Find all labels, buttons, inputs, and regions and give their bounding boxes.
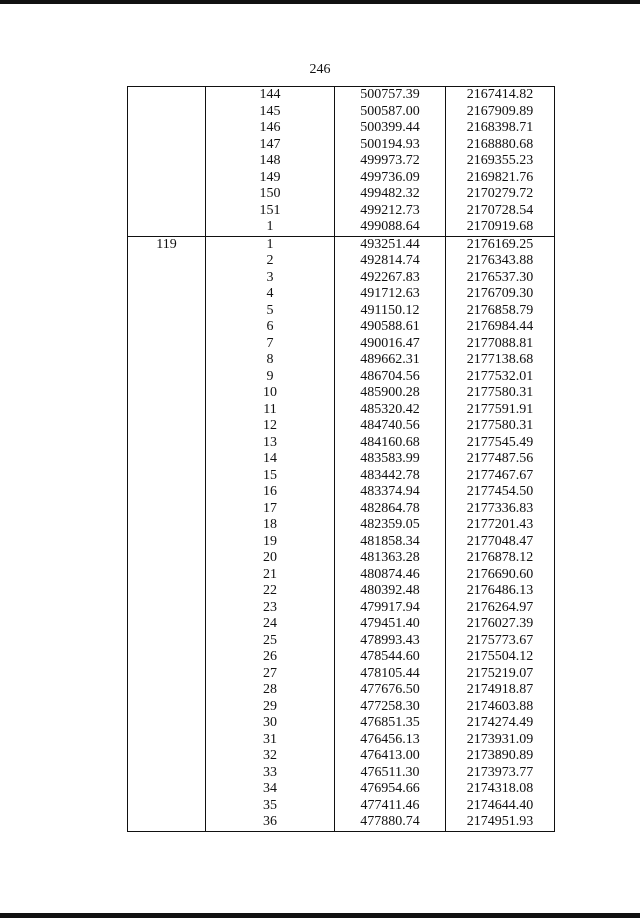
point-number-cell: 20 xyxy=(206,550,335,567)
table-row xyxy=(128,385,555,402)
y-coordinate-cell: 2167414.82 xyxy=(446,87,555,104)
x-coordinate-cell: 485900.28 xyxy=(335,385,446,402)
parcel-cell xyxy=(128,765,206,782)
point-number-cell: 24 xyxy=(206,616,335,633)
x-coordinate-cell: 500399.44 xyxy=(335,120,446,137)
table-row xyxy=(128,715,555,732)
parcel-cell xyxy=(128,170,206,187)
table-row xyxy=(128,484,555,501)
table-row xyxy=(128,451,555,468)
x-coordinate-cell: 500757.39 xyxy=(335,87,446,104)
table-row xyxy=(128,369,555,386)
x-coordinate-cell: 483374.94 xyxy=(335,484,446,501)
x-coordinate-cell: 500587.00 xyxy=(335,104,446,121)
y-coordinate-cell: 2169821.76 xyxy=(446,170,555,187)
y-coordinate-cell: 2176169.25 xyxy=(446,236,555,253)
point-number-cell: 28 xyxy=(206,682,335,699)
point-number-cell: 22 xyxy=(206,583,335,600)
point-number-cell: 7 xyxy=(206,336,335,353)
table-row xyxy=(128,649,555,666)
table-row xyxy=(128,120,555,137)
parcel-cell xyxy=(128,203,206,220)
table-row xyxy=(128,633,555,650)
point-number-cell: 18 xyxy=(206,517,335,534)
y-coordinate-cell: 2174274.49 xyxy=(446,715,555,732)
page-number: 246 xyxy=(309,62,331,77)
x-coordinate-cell: 485320.42 xyxy=(335,402,446,419)
point-number-cell: 33 xyxy=(206,765,335,782)
table-row xyxy=(128,567,555,584)
table-row xyxy=(128,203,555,220)
y-coordinate-cell: 2177580.31 xyxy=(446,418,555,435)
point-number-cell: 30 xyxy=(206,715,335,732)
parcel-cell xyxy=(128,748,206,765)
y-coordinate-cell: 2177454.50 xyxy=(446,484,555,501)
parcel-cell xyxy=(128,104,206,121)
y-coordinate-cell: 2169355.23 xyxy=(446,153,555,170)
parcel-cell xyxy=(128,153,206,170)
x-coordinate-cell: 480392.48 xyxy=(335,583,446,600)
parcel-cell xyxy=(128,137,206,154)
y-coordinate-cell: 2170919.68 xyxy=(446,219,555,236)
table-row xyxy=(128,550,555,567)
table-row xyxy=(128,286,555,303)
point-number-cell: 1 xyxy=(206,236,335,253)
point-number-cell: 145 xyxy=(206,104,335,121)
table-row xyxy=(128,270,555,287)
y-coordinate-cell: 2176984.44 xyxy=(446,319,555,336)
parcel-cell xyxy=(128,468,206,485)
table-row xyxy=(128,748,555,765)
table-row xyxy=(128,219,555,236)
parcel-cell xyxy=(128,219,206,236)
point-number-cell: 29 xyxy=(206,699,335,716)
parcel-cell xyxy=(128,286,206,303)
point-number-cell: 19 xyxy=(206,534,335,551)
x-coordinate-cell: 479917.94 xyxy=(335,600,446,617)
point-number-cell: 1 xyxy=(206,219,335,236)
table-row xyxy=(128,699,555,716)
y-coordinate-cell: 2170279.72 xyxy=(446,186,555,203)
parcel-cell xyxy=(128,186,206,203)
table-row xyxy=(128,468,555,485)
parcel-cell xyxy=(128,666,206,683)
table-row xyxy=(128,682,555,699)
x-coordinate-cell: 499482.32 xyxy=(335,186,446,203)
point-number-cell: 32 xyxy=(206,748,335,765)
x-coordinate-cell: 491712.63 xyxy=(335,286,446,303)
scan-border-top xyxy=(0,0,640,4)
x-coordinate-cell: 477411.46 xyxy=(335,798,446,815)
x-coordinate-cell: 478105.44 xyxy=(335,666,446,683)
parcel-cell: 119 xyxy=(128,236,206,253)
x-coordinate-cell: 484160.68 xyxy=(335,435,446,452)
x-coordinate-cell: 477258.30 xyxy=(335,699,446,716)
x-coordinate-cell: 481363.28 xyxy=(335,550,446,567)
table-row xyxy=(128,583,555,600)
y-coordinate-cell: 2176486.13 xyxy=(446,583,555,600)
table-row xyxy=(128,87,555,104)
table-row xyxy=(128,600,555,617)
point-number-cell: 13 xyxy=(206,435,335,452)
x-coordinate-cell: 476413.00 xyxy=(335,748,446,765)
point-number-cell: 23 xyxy=(206,600,335,617)
y-coordinate-cell: 2176690.60 xyxy=(446,567,555,584)
parcel-cell xyxy=(128,352,206,369)
point-number-cell: 21 xyxy=(206,567,335,584)
table-row xyxy=(128,319,555,336)
point-number-cell: 16 xyxy=(206,484,335,501)
point-number-cell: 6 xyxy=(206,319,335,336)
parcel-cell xyxy=(128,369,206,386)
table-row xyxy=(128,418,555,435)
parcel-cell xyxy=(128,253,206,270)
point-number-cell: 27 xyxy=(206,666,335,683)
parcel-cell xyxy=(128,616,206,633)
point-number-cell: 2 xyxy=(206,253,335,270)
x-coordinate-cell: 486704.56 xyxy=(335,369,446,386)
table-row xyxy=(128,616,555,633)
parcel-cell xyxy=(128,814,206,831)
table-row xyxy=(128,765,555,782)
table-row xyxy=(128,732,555,749)
y-coordinate-cell: 2177201.43 xyxy=(446,517,555,534)
parcel-cell xyxy=(128,270,206,287)
parcel-cell xyxy=(128,550,206,567)
parcel-cell xyxy=(128,435,206,452)
y-coordinate-cell: 2168880.68 xyxy=(446,137,555,154)
parcel-cell xyxy=(128,120,206,137)
y-coordinate-cell: 2177580.31 xyxy=(446,385,555,402)
y-coordinate-cell: 2176343.88 xyxy=(446,253,555,270)
parcel-cell xyxy=(128,682,206,699)
y-coordinate-cell: 2173890.89 xyxy=(446,748,555,765)
y-coordinate-cell: 2177336.83 xyxy=(446,501,555,518)
table-row xyxy=(128,186,555,203)
y-coordinate-cell: 2177532.01 xyxy=(446,369,555,386)
point-number-cell: 5 xyxy=(206,303,335,320)
coordinates-table xyxy=(127,86,555,832)
parcel-cell xyxy=(128,385,206,402)
table-row xyxy=(128,236,555,253)
x-coordinate-cell: 481858.34 xyxy=(335,534,446,551)
parcel-cell xyxy=(128,649,206,666)
y-coordinate-cell: 2177487.56 xyxy=(446,451,555,468)
y-coordinate-cell: 2177591.91 xyxy=(446,402,555,419)
parcel-cell xyxy=(128,781,206,798)
x-coordinate-cell: 490588.61 xyxy=(335,319,446,336)
y-coordinate-cell: 2168398.71 xyxy=(446,120,555,137)
y-coordinate-cell: 2177048.47 xyxy=(446,534,555,551)
table-row xyxy=(128,137,555,154)
parcel-cell xyxy=(128,534,206,551)
parcel-cell xyxy=(128,87,206,104)
table-row xyxy=(128,253,555,270)
y-coordinate-cell: 2174318.08 xyxy=(446,781,555,798)
table-row xyxy=(128,402,555,419)
y-coordinate-cell: 2176537.30 xyxy=(446,270,555,287)
point-number-cell: 10 xyxy=(206,385,335,402)
x-coordinate-cell: 499973.72 xyxy=(335,153,446,170)
point-number-cell: 17 xyxy=(206,501,335,518)
x-coordinate-cell: 477880.74 xyxy=(335,814,446,831)
y-coordinate-cell: 2174951.93 xyxy=(446,814,555,831)
x-coordinate-cell: 491150.12 xyxy=(335,303,446,320)
parcel-cell xyxy=(128,732,206,749)
y-coordinate-cell: 2173931.09 xyxy=(446,732,555,749)
x-coordinate-cell: 484740.56 xyxy=(335,418,446,435)
point-number-cell: 12 xyxy=(206,418,335,435)
y-coordinate-cell: 2167909.89 xyxy=(446,104,555,121)
y-coordinate-cell: 2174918.87 xyxy=(446,682,555,699)
point-number-cell: 11 xyxy=(206,402,335,419)
y-coordinate-cell: 2175773.67 xyxy=(446,633,555,650)
parcel-cell xyxy=(128,633,206,650)
point-number-cell: 35 xyxy=(206,798,335,815)
coordinates-table-body xyxy=(128,87,555,832)
x-coordinate-cell: 493251.44 xyxy=(335,236,446,253)
x-coordinate-cell: 477676.50 xyxy=(335,682,446,699)
y-coordinate-cell: 2176878.12 xyxy=(446,550,555,567)
y-coordinate-cell: 2176709.30 xyxy=(446,286,555,303)
x-coordinate-cell: 482864.78 xyxy=(335,501,446,518)
parcel-cell xyxy=(128,303,206,320)
x-coordinate-cell: 476954.66 xyxy=(335,781,446,798)
x-coordinate-cell: 476851.35 xyxy=(335,715,446,732)
point-number-cell: 149 xyxy=(206,170,335,187)
table-row xyxy=(128,303,555,320)
point-number-cell: 4 xyxy=(206,286,335,303)
table-row xyxy=(128,666,555,683)
x-coordinate-cell: 478544.60 xyxy=(335,649,446,666)
y-coordinate-cell: 2174603.88 xyxy=(446,699,555,716)
table-row xyxy=(128,153,555,170)
y-coordinate-cell: 2177088.81 xyxy=(446,336,555,353)
y-coordinate-cell: 2175219.07 xyxy=(446,666,555,683)
parcel-cell xyxy=(128,501,206,518)
point-number-cell: 14 xyxy=(206,451,335,468)
point-number-cell: 148 xyxy=(206,153,335,170)
parcel-cell xyxy=(128,715,206,732)
point-number-cell: 15 xyxy=(206,468,335,485)
parcel-cell xyxy=(128,567,206,584)
point-number-cell: 9 xyxy=(206,369,335,386)
parcel-cell xyxy=(128,484,206,501)
table-row xyxy=(128,336,555,353)
x-coordinate-cell: 480874.46 xyxy=(335,567,446,584)
x-coordinate-cell: 490016.47 xyxy=(335,336,446,353)
parcel-cell xyxy=(128,319,206,336)
table-row xyxy=(128,517,555,534)
point-number-cell: 144 xyxy=(206,87,335,104)
y-coordinate-cell: 2176264.97 xyxy=(446,600,555,617)
point-number-cell: 31 xyxy=(206,732,335,749)
parcel-cell xyxy=(128,699,206,716)
point-number-cell: 34 xyxy=(206,781,335,798)
y-coordinate-cell: 2177138.68 xyxy=(446,352,555,369)
y-coordinate-cell: 2174644.40 xyxy=(446,798,555,815)
table-row xyxy=(128,814,555,831)
parcel-cell xyxy=(128,583,206,600)
y-coordinate-cell: 2175504.12 xyxy=(446,649,555,666)
point-number-cell: 3 xyxy=(206,270,335,287)
x-coordinate-cell: 489662.31 xyxy=(335,352,446,369)
parcel-cell xyxy=(128,600,206,617)
y-coordinate-cell: 2177467.67 xyxy=(446,468,555,485)
x-coordinate-cell: 499088.64 xyxy=(335,219,446,236)
y-coordinate-cell: 2176027.39 xyxy=(446,616,555,633)
point-number-cell: 151 xyxy=(206,203,335,220)
y-coordinate-cell: 2177545.49 xyxy=(446,435,555,452)
point-number-cell: 147 xyxy=(206,137,335,154)
x-coordinate-cell: 500194.93 xyxy=(335,137,446,154)
x-coordinate-cell: 482359.05 xyxy=(335,517,446,534)
table-row xyxy=(128,798,555,815)
parcel-cell xyxy=(128,418,206,435)
table-row xyxy=(128,104,555,121)
x-coordinate-cell: 476456.13 xyxy=(335,732,446,749)
point-number-cell: 8 xyxy=(206,352,335,369)
scan-border-bottom xyxy=(0,913,640,918)
x-coordinate-cell: 478993.43 xyxy=(335,633,446,650)
parcel-cell xyxy=(128,451,206,468)
x-coordinate-cell: 492267.83 xyxy=(335,270,446,287)
table-row xyxy=(128,435,555,452)
table-row xyxy=(128,501,555,518)
table-row xyxy=(128,781,555,798)
table-row xyxy=(128,352,555,369)
y-coordinate-cell: 2176858.79 xyxy=(446,303,555,320)
y-coordinate-cell: 2170728.54 xyxy=(446,203,555,220)
x-coordinate-cell: 499212.73 xyxy=(335,203,446,220)
x-coordinate-cell: 483442.78 xyxy=(335,468,446,485)
y-coordinate-cell: 2173973.77 xyxy=(446,765,555,782)
point-number-cell: 25 xyxy=(206,633,335,650)
x-coordinate-cell: 499736.09 xyxy=(335,170,446,187)
parcel-cell xyxy=(128,517,206,534)
point-number-cell: 146 xyxy=(206,120,335,137)
x-coordinate-cell: 476511.30 xyxy=(335,765,446,782)
x-coordinate-cell: 479451.40 xyxy=(335,616,446,633)
table-row xyxy=(128,534,555,551)
x-coordinate-cell: 492814.74 xyxy=(335,253,446,270)
point-number-cell: 150 xyxy=(206,186,335,203)
parcel-cell xyxy=(128,402,206,419)
x-coordinate-cell: 483583.99 xyxy=(335,451,446,468)
table-row xyxy=(128,170,555,187)
point-number-cell: 36 xyxy=(206,814,335,831)
parcel-cell xyxy=(128,798,206,815)
parcel-cell xyxy=(128,336,206,353)
point-number-cell: 26 xyxy=(206,649,335,666)
